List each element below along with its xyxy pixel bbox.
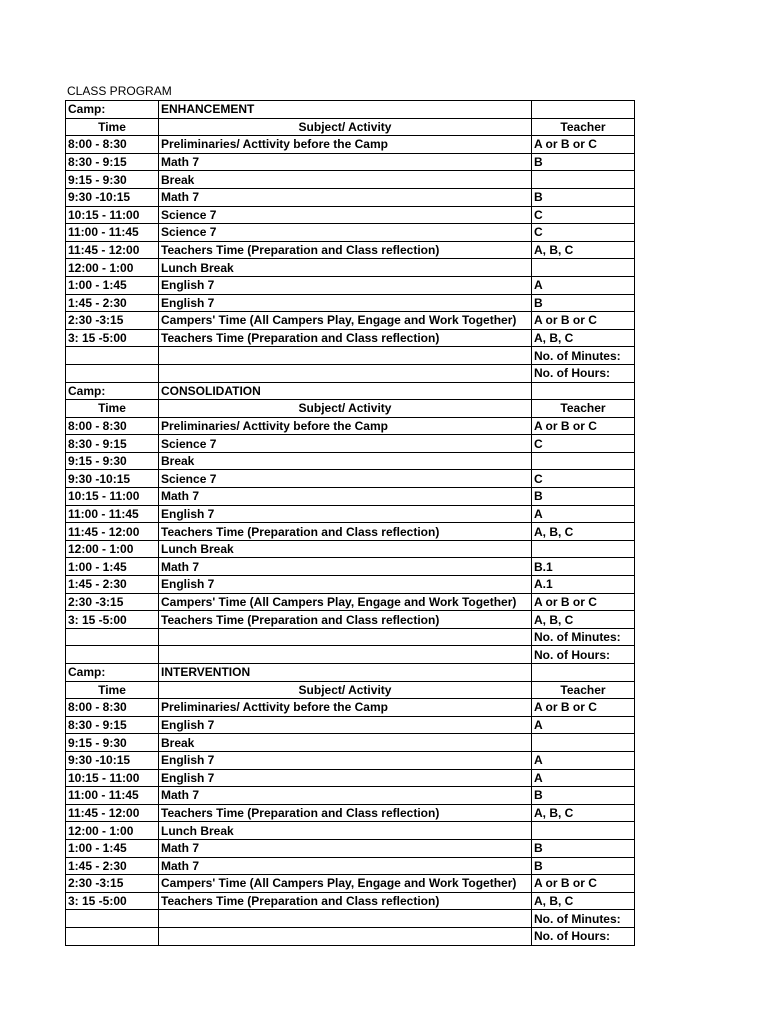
time-cell: 8:00 - 8:30: [66, 136, 159, 154]
teacher-cell: A or B or C: [532, 136, 635, 154]
teacher-cell: A or B or C: [532, 312, 635, 330]
time-cell: 12:00 - 1:00: [66, 540, 159, 558]
teacher-cell: C: [532, 224, 635, 242]
table-row: [66, 329, 635, 347]
table-row: [66, 892, 635, 910]
table-row: [66, 699, 635, 717]
empty-cell: [66, 910, 159, 928]
subject-cell: Science 7: [159, 470, 532, 488]
teacher-header: Teacher: [532, 400, 635, 418]
table-row: [66, 593, 635, 611]
subject-header: Subject/ Activity: [159, 118, 532, 136]
table-row: [66, 611, 635, 629]
time-cell: 11:45 - 12:00: [66, 804, 159, 822]
table-row: [66, 417, 635, 435]
empty-cell: [159, 628, 532, 646]
table-row: [66, 857, 635, 875]
time-cell: 3: 15 -5:00: [66, 329, 159, 347]
summary-row: [66, 927, 635, 945]
table-row: [66, 259, 635, 277]
teacher-cell: A.1: [532, 576, 635, 594]
table-row: [66, 540, 635, 558]
subject-cell: English 7: [159, 769, 532, 787]
teacher-cell: [532, 540, 635, 558]
class-program-table: [65, 100, 635, 946]
teacher-cell: B: [532, 153, 635, 171]
subject-cell: Lunch Break: [159, 259, 532, 277]
table-row: [66, 716, 635, 734]
time-cell: 9:15 - 9:30: [66, 171, 159, 189]
hours-label: No. of Hours:: [532, 364, 635, 382]
empty-cell: [66, 927, 159, 945]
teacher-cell: B: [532, 188, 635, 206]
table-row: [66, 558, 635, 576]
table-row: [66, 470, 635, 488]
time-cell: 1:45 - 2:30: [66, 576, 159, 594]
table-row: [66, 312, 635, 330]
time-header: Time: [66, 681, 159, 699]
summary-row: [66, 347, 635, 365]
empty-cell: [532, 101, 635, 119]
time-cell: 10:15 - 11:00: [66, 488, 159, 506]
empty-cell: [159, 364, 532, 382]
subject-cell: Math 7: [159, 787, 532, 805]
camp-header-row: [66, 101, 635, 119]
table-row: [66, 276, 635, 294]
subject-cell: Science 7: [159, 206, 532, 224]
teacher-cell: A or B or C: [532, 699, 635, 717]
time-cell: 11:45 - 12:00: [66, 523, 159, 541]
teacher-cell: A, B, C: [532, 523, 635, 541]
table-row: [66, 294, 635, 312]
summary-row: [66, 646, 635, 664]
time-cell: 8:00 - 8:30: [66, 699, 159, 717]
subject-cell: English 7: [159, 576, 532, 594]
time-cell: 1:00 - 1:45: [66, 276, 159, 294]
table-row: [66, 751, 635, 769]
minutes-label: No. of Minutes:: [532, 910, 635, 928]
empty-cell: [159, 646, 532, 664]
table-row: [66, 822, 635, 840]
teacher-cell: [532, 452, 635, 470]
time-cell: 9:30 -10:15: [66, 751, 159, 769]
hours-label: No. of Hours:: [532, 646, 635, 664]
teacher-cell: B: [532, 857, 635, 875]
table-row: [66, 576, 635, 594]
subject-cell: Math 7: [159, 188, 532, 206]
table-row: [66, 153, 635, 171]
table-row: [66, 787, 635, 805]
teacher-cell: A, B, C: [532, 611, 635, 629]
empty-cell: [66, 646, 159, 664]
time-cell: 11:45 - 12:00: [66, 241, 159, 259]
subject-cell: Math 7: [159, 153, 532, 171]
teacher-cell: B: [532, 488, 635, 506]
empty-cell: [66, 628, 159, 646]
empty-cell: [159, 347, 532, 365]
teacher-header: Teacher: [532, 681, 635, 699]
subject-header: Subject/ Activity: [159, 400, 532, 418]
table-row: [66, 769, 635, 787]
time-cell: 2:30 -3:15: [66, 312, 159, 330]
time-cell: 1:00 - 1:45: [66, 839, 159, 857]
table-row: [66, 505, 635, 523]
time-cell: 9:30 -10:15: [66, 470, 159, 488]
empty-cell: [66, 347, 159, 365]
column-header-row: [66, 118, 635, 136]
camp-name: CONSOLIDATION: [159, 382, 532, 400]
table-row: [66, 224, 635, 242]
subject-cell: Teachers Time (Preparation and Class reflection): [159, 611, 532, 629]
camp-name: ENHANCEMENT: [159, 101, 532, 119]
teacher-cell: A or B or C: [532, 593, 635, 611]
teacher-cell: [532, 822, 635, 840]
time-cell: 8:00 - 8:30: [66, 417, 159, 435]
subject-cell: Teachers Time (Preparation and Class reflection): [159, 523, 532, 541]
time-header: Time: [66, 118, 159, 136]
teacher-cell: [532, 171, 635, 189]
subject-cell: English 7: [159, 294, 532, 312]
subject-cell: Teachers Time (Preparation and Class reflection): [159, 241, 532, 259]
time-cell: 8:30 - 9:15: [66, 435, 159, 453]
time-cell: 11:00 - 11:45: [66, 224, 159, 242]
time-cell: 9:30 -10:15: [66, 188, 159, 206]
time-cell: 1:45 - 2:30: [66, 294, 159, 312]
time-cell: 2:30 -3:15: [66, 875, 159, 893]
empty-cell: [532, 382, 635, 400]
camp-header-row: [66, 382, 635, 400]
time-cell: 9:15 - 9:30: [66, 452, 159, 470]
column-header-row: [66, 400, 635, 418]
time-cell: 1:00 - 1:45: [66, 558, 159, 576]
subject-cell: English 7: [159, 505, 532, 523]
teacher-cell: B: [532, 839, 635, 857]
camp-label: Camp:: [66, 664, 159, 682]
column-header-row: [66, 681, 635, 699]
teacher-cell: A: [532, 276, 635, 294]
time-cell: 8:30 - 9:15: [66, 153, 159, 171]
subject-cell: Science 7: [159, 224, 532, 242]
subject-cell: Science 7: [159, 435, 532, 453]
table-row: [66, 734, 635, 752]
teacher-cell: A or B or C: [532, 875, 635, 893]
camp-label: Camp:: [66, 382, 159, 400]
teacher-cell: B.1: [532, 558, 635, 576]
table-row: [66, 839, 635, 857]
time-cell: 9:15 - 9:30: [66, 734, 159, 752]
teacher-cell: A, B, C: [532, 329, 635, 347]
time-cell: 1:45 - 2:30: [66, 857, 159, 875]
subject-cell: Campers' Time (All Campers Play, Engage and Work Together): [159, 593, 532, 611]
teacher-cell: B: [532, 787, 635, 805]
subject-cell: Break: [159, 171, 532, 189]
teacher-cell: B: [532, 294, 635, 312]
teacher-cell: C: [532, 435, 635, 453]
time-cell: 3: 15 -5:00: [66, 611, 159, 629]
teacher-cell: A: [532, 751, 635, 769]
subject-cell: Teachers Time (Preparation and Class reflection): [159, 329, 532, 347]
subject-cell: English 7: [159, 751, 532, 769]
subject-cell: Lunch Break: [159, 822, 532, 840]
table-row: [66, 523, 635, 541]
teacher-cell: A: [532, 505, 635, 523]
teacher-cell: [532, 734, 635, 752]
table-row: [66, 241, 635, 259]
time-cell: 2:30 -3:15: [66, 593, 159, 611]
table-row: [66, 188, 635, 206]
subject-cell: Break: [159, 734, 532, 752]
teacher-cell: C: [532, 206, 635, 224]
time-cell: 10:15 - 11:00: [66, 206, 159, 224]
summary-row: [66, 628, 635, 646]
teacher-cell: A, B, C: [532, 804, 635, 822]
subject-cell: Math 7: [159, 857, 532, 875]
time-cell: 10:15 - 11:00: [66, 769, 159, 787]
time-header: Time: [66, 400, 159, 418]
teacher-cell: A, B, C: [532, 241, 635, 259]
table-row: [66, 875, 635, 893]
subject-cell: Lunch Break: [159, 540, 532, 558]
empty-cell: [159, 910, 532, 928]
subject-cell: Math 7: [159, 839, 532, 857]
camp-name: INTERVENTION: [159, 664, 532, 682]
time-cell: 11:00 - 11:45: [66, 505, 159, 523]
time-cell: 3: 15 -5:00: [66, 892, 159, 910]
time-cell: 11:00 - 11:45: [66, 787, 159, 805]
table-row: [66, 136, 635, 154]
table-row: [66, 206, 635, 224]
empty-cell: [66, 364, 159, 382]
teacher-cell: A: [532, 769, 635, 787]
subject-cell: Teachers Time (Preparation and Class reflection): [159, 804, 532, 822]
table-row: [66, 804, 635, 822]
subject-cell: English 7: [159, 716, 532, 734]
teacher-cell: C: [532, 470, 635, 488]
hours-label: No. of Hours:: [532, 927, 635, 945]
subject-cell: Math 7: [159, 558, 532, 576]
summary-row: [66, 364, 635, 382]
table-row: [66, 171, 635, 189]
subject-cell: Math 7: [159, 488, 532, 506]
teacher-header: Teacher: [532, 118, 635, 136]
empty-cell: [159, 927, 532, 945]
subject-cell: Preliminaries/ Acttivity before the Camp: [159, 136, 532, 154]
camp-header-row: [66, 664, 635, 682]
table-row: [66, 435, 635, 453]
table-row: [66, 488, 635, 506]
time-cell: 12:00 - 1:00: [66, 822, 159, 840]
subject-header: Subject/ Activity: [159, 681, 532, 699]
summary-row: [66, 910, 635, 928]
document-title: CLASS PROGRAM: [67, 84, 172, 98]
subject-cell: Break: [159, 452, 532, 470]
minutes-label: No. of Minutes:: [532, 347, 635, 365]
subject-cell: English 7: [159, 276, 532, 294]
subject-cell: Preliminaries/ Acttivity before the Camp: [159, 417, 532, 435]
time-cell: 12:00 - 1:00: [66, 259, 159, 277]
teacher-cell: A or B or C: [532, 417, 635, 435]
teacher-cell: [532, 259, 635, 277]
teacher-cell: A: [532, 716, 635, 734]
minutes-label: No. of Minutes:: [532, 628, 635, 646]
empty-cell: [532, 664, 635, 682]
table-row: [66, 452, 635, 470]
subject-cell: Teachers Time (Preparation and Class reflection): [159, 892, 532, 910]
subject-cell: Campers' Time (All Campers Play, Engage and Work Together): [159, 875, 532, 893]
camp-label: Camp:: [66, 101, 159, 119]
time-cell: 8:30 - 9:15: [66, 716, 159, 734]
teacher-cell: A, B, C: [532, 892, 635, 910]
subject-cell: Preliminaries/ Acttivity before the Camp: [159, 699, 532, 717]
subject-cell: Campers' Time (All Campers Play, Engage and Work Together): [159, 312, 532, 330]
